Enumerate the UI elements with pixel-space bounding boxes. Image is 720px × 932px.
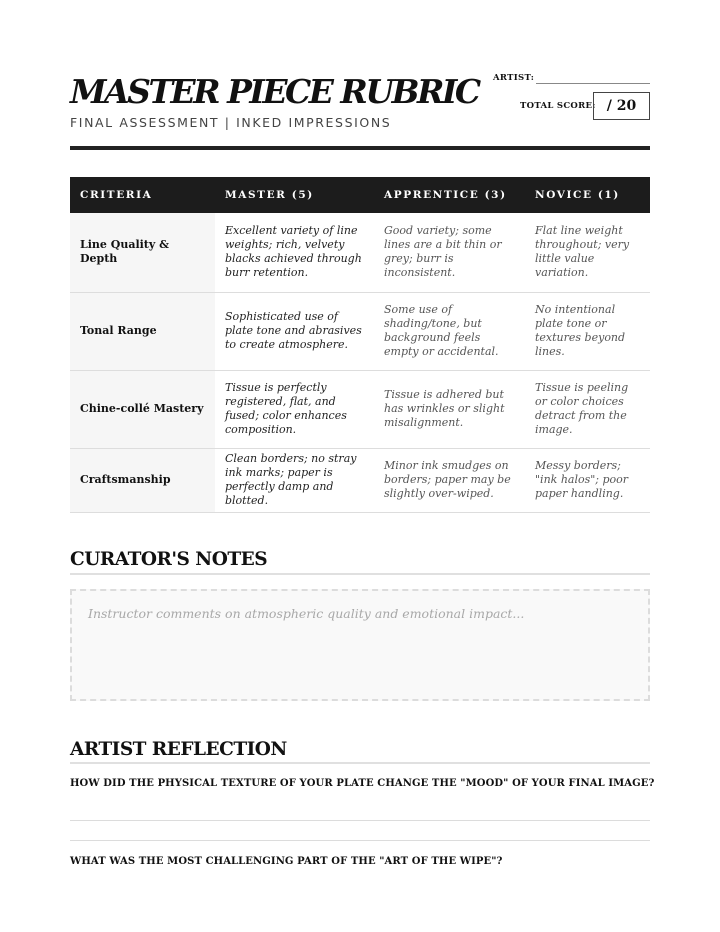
master-cell: Sophisticated use of plate tone and abrasives to create atmosphere.	[215, 292, 374, 370]
master-cell: Tissue is perfectly registered, flat, and fused; color enhances composition.	[215, 370, 374, 448]
table-row	[70, 448, 650, 512]
curator-notes-divider	[70, 573, 650, 575]
column-header-criteria: CRITERIA	[70, 177, 215, 213]
column-header-apprentice: APPRENTICE (3)	[374, 177, 525, 213]
rubric-header-row	[70, 177, 650, 213]
apprentice-cell: Some use of shading/tone, but background feels empty or accidental.	[374, 292, 525, 370]
page-subtitle: FINAL ASSESSMENT | INKED IMPRESSIONS	[70, 115, 392, 130]
reflection-answer-1-line-2[interactable]	[70, 840, 650, 841]
apprentice-cell: Minor ink smudges on borders; paper may be slightly over-wiped.	[374, 448, 525, 512]
column-header-novice: NOVICE (1)	[525, 177, 650, 213]
curator-notes-placeholder: Instructor comments on atmospheric quality and emotional impact...	[88, 606, 525, 621]
rubric-page	[70, 0, 655, 932]
novice-cell: Flat line weight throughout; very little value variation.	[525, 213, 650, 292]
curator-notes-input[interactable]	[70, 589, 650, 701]
total-score-field[interactable]: / 20	[593, 92, 650, 120]
criteria-cell: Chine-collé Mastery	[70, 370, 215, 448]
page-title: MASTER PIECE RUBRIC	[70, 72, 479, 111]
artist-label: ARTIST:	[493, 73, 535, 83]
apprentice-cell: Good variety; some lines are a bit thin or grey; burr is inconsistent.	[374, 213, 525, 292]
master-cell: Excellent variety of line weights; rich, velvety blacks achieved through burr retention.	[215, 213, 374, 292]
curator-notes-title: CURATOR'S NOTES	[70, 549, 268, 570]
artist-field[interactable]	[536, 83, 650, 84]
column-header-master: MASTER (5)	[215, 177, 374, 213]
novice-cell: No intentional plate tone or textures beyond lines.	[525, 292, 650, 370]
table-row	[70, 292, 650, 370]
apprentice-cell: Tissue is adhered but has wrinkles or slight misalignment.	[374, 370, 525, 448]
artist-reflection-title: ARTIST REFLECTION	[70, 739, 287, 760]
criteria-cell: Tonal Range	[70, 292, 215, 370]
criteria-cell: Craftsmanship	[70, 448, 215, 512]
reflection-question-2: WHAT WAS THE MOST CHALLENGING PART OF THE "ART OF THE WIPE"?	[70, 856, 503, 867]
table-row	[70, 370, 650, 448]
header	[70, 70, 650, 150]
header-divider	[70, 146, 650, 150]
reflection-question-1: HOW DID THE PHYSICAL TEXTURE OF YOUR PLATE CHANGE THE "MOOD" OF YOUR FINAL IMAGE?	[70, 778, 655, 789]
novice-cell: Tissue is peeling or color choices detract from the image.	[525, 370, 650, 448]
artist-reflection-divider	[70, 762, 650, 764]
table-row	[70, 213, 650, 292]
criteria-cell: Line Quality & Depth	[70, 213, 215, 292]
reflection-answer-1-line[interactable]	[70, 820, 650, 821]
novice-cell: Messy borders; "ink halos"; poor paper handling.	[525, 448, 650, 512]
total-score-label: TOTAL SCORE:	[520, 101, 596, 111]
master-cell: Clean borders; no stray ink marks; paper is perfectly damp and blotted.	[215, 448, 374, 512]
rubric-table	[70, 177, 650, 513]
